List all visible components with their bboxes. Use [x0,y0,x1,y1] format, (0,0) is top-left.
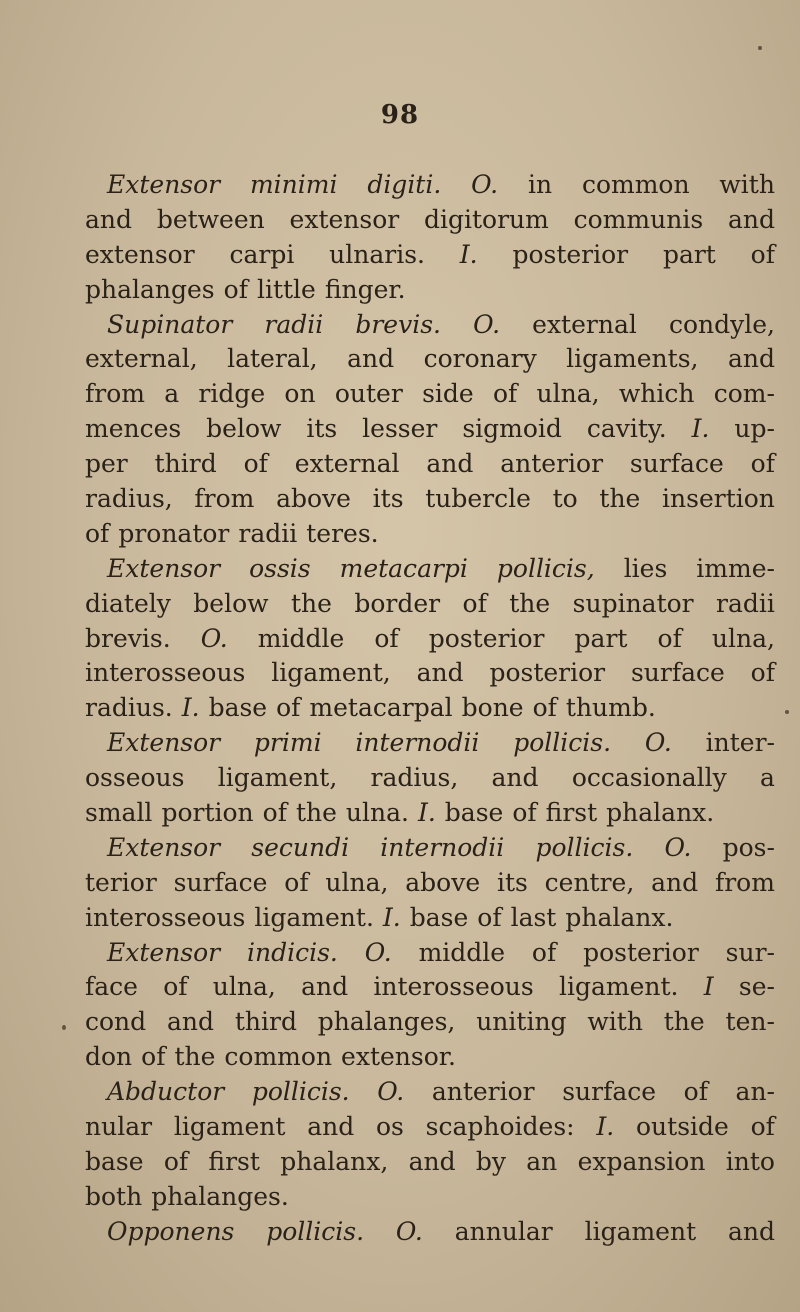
text-line: interosseous ligament. I. base of last phalanx. [85,902,674,932]
text-line: diately below the border of the supinator radii [85,588,775,618]
paper-speck [62,1025,66,1030]
text-line: osseous ligament, radius, and occasionally a [85,763,775,793]
page-number: 98 [380,100,420,130]
text-line: Extensor primi internodii pollicis. O. inter- [107,728,775,758]
text-line: brevis. O. middle of posterior part of ulna, [85,623,775,653]
text-line: Opponens pollicis. O. annular ligament and [107,1216,775,1246]
text-line: interosseous ligament, and posterior surface of [85,658,775,688]
text-line: radius. I. base of metacarpal bone of thumb. [85,693,656,723]
text-line: don of the common extensor. [85,1042,456,1072]
text-line: external, lateral, and coronary ligaments, and [85,344,775,374]
text-line: small portion of the ulna. I. base of first phalanx. [85,798,715,828]
text-line: from a ridge on outer side of ulna, which com- [85,379,775,409]
paper-speck [785,710,789,714]
text-line: mences below its lesser sigmoid cavity. I. up- [85,414,775,444]
text-line: extensor carpi ulnaris. I. posterior part of [85,239,775,269]
text-line: Extensor minimi digiti. O. in common with [107,170,775,199]
text-line: radius, from above its tubercle to the insertion [85,484,775,514]
text-line: of pronator radii teres. [85,518,379,548]
text-line: Supinator radii brevis. O. external condyle, [107,309,775,339]
text-line: Extensor indicis. O. middle of posterior sur- [107,937,775,967]
text-line: per third of external and anterior surface of [85,449,775,479]
text-line: terior surface of ulna, above its centre, and from [85,867,775,897]
text-line: base of first phalanx, and by an expansion into [85,1146,775,1176]
text-line: and between extensor digitorum communis and [85,204,775,234]
text-line: both phalanges. [85,1181,289,1211]
text-line: cond and third phalanges, uniting with the ten- [85,1007,775,1037]
text-line: Extensor ossis metacarpi pollicis, lies imme- [107,553,775,583]
text-line: Abductor pollicis. O. anterior surface of an- [107,1077,775,1107]
text-line: Extensor secundi internodii pollicis. O. pos- [107,832,775,862]
text-line: face of ulna, and interosseous ligament. I se- [85,972,775,1002]
text-line: phalanges of little finger. [85,274,406,304]
body-text [85,168,775,1250]
text-line: nular ligament and os scaphoides: I. outside of [85,1112,775,1142]
paper-speck [758,46,762,50]
